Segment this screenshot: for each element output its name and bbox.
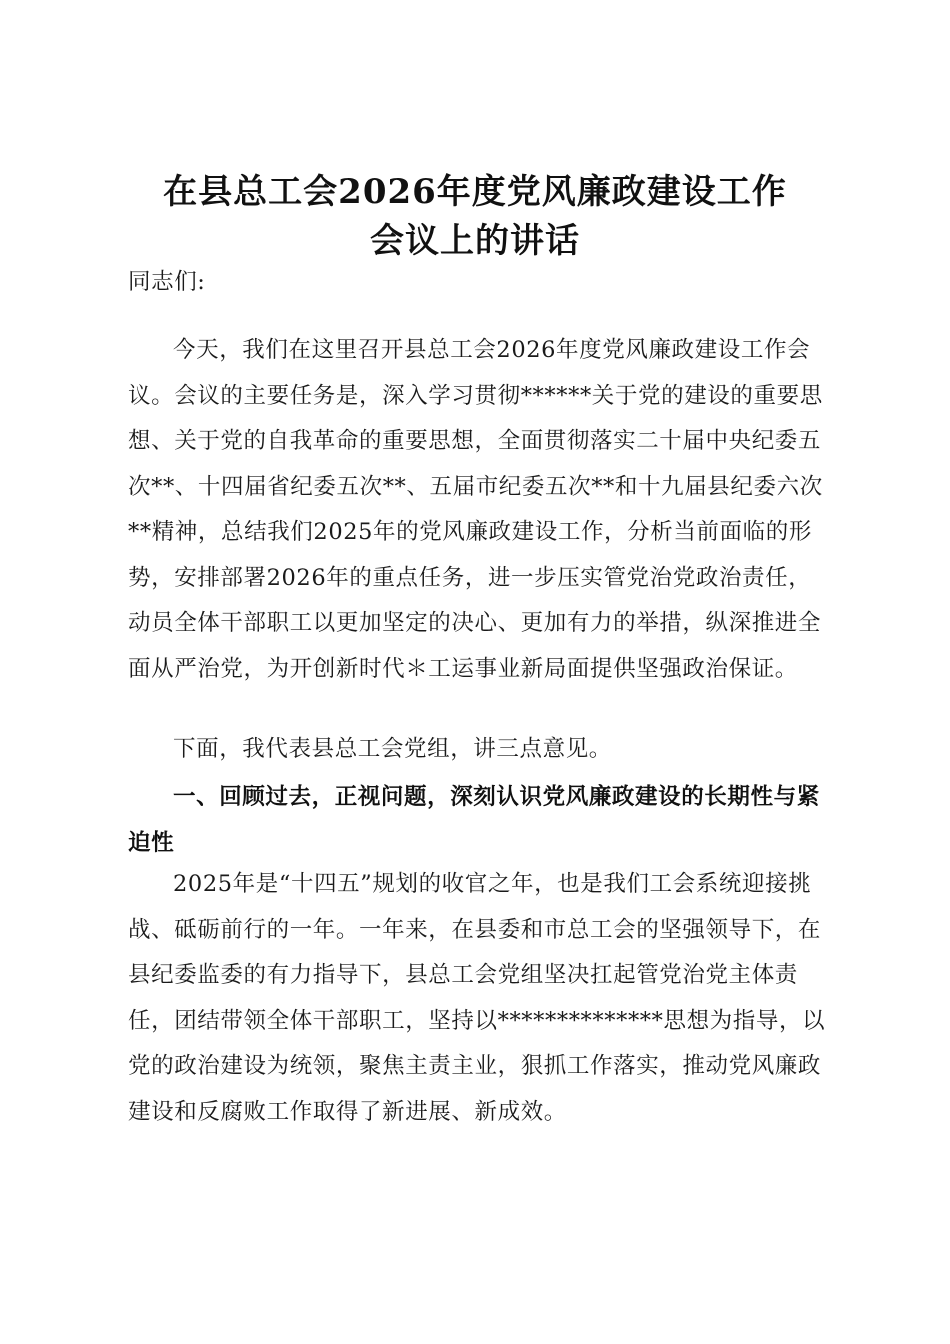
paragraph-intro-points: 下面，我代表县总工会党组，讲三点意见。: [173, 736, 612, 762]
document-title-line-2: 会议上的讲话: [370, 221, 580, 261]
section-heading-1: 一、回顾过去，正视问题，深刻认识党风廉政建设的长期性与紧迫性: [128, 784, 820, 856]
paragraph-opening: 今天，我们在这里召开县总工会2026年度党风廉政建设工作会议。会议的主要任务是，深入学习贯彻******关于党的建设的重要思想、关于党的自我革命的重要思想，全面贯彻落实二十届中央纪委五次**、十四届省纪委五次**、五届市纪委五次**和十九届县纪委六次**精神，总结我们2025年的党风廉政建设工作，分析当前面临的形势，安排部署2026年的重点任务，进一步压实管党治党政治责任，动员全体干部职工以更加坚定的决心、更加有力的举措，纵深推进全面从严治党，为开创新时代＊工运事业新局面提供坚强政治保证。: [128, 337, 823, 682]
document-title-line-1: 在县总工会2026年度党风廉政建设工作: [163, 172, 787, 212]
paragraph-review: 2025年是“十四五”规划的收官之年，也是我们工会系统迎接挑战、砥砺前行的一年。一年来，在县委和市总工会的坚强领导下，在县纪委监委的有力指导下，县总工会党组坚决扛起管党治党主体责任，团结带领全体干部职工，坚持以**************思想为指导，以党的政治建设为统领，聚焦主责主业，狠抓工作落实，推动党风廉政建设和反腐败工作取得了新进展、新成效。: [128, 871, 826, 1125]
salutation: 同志们:: [128, 269, 206, 295]
